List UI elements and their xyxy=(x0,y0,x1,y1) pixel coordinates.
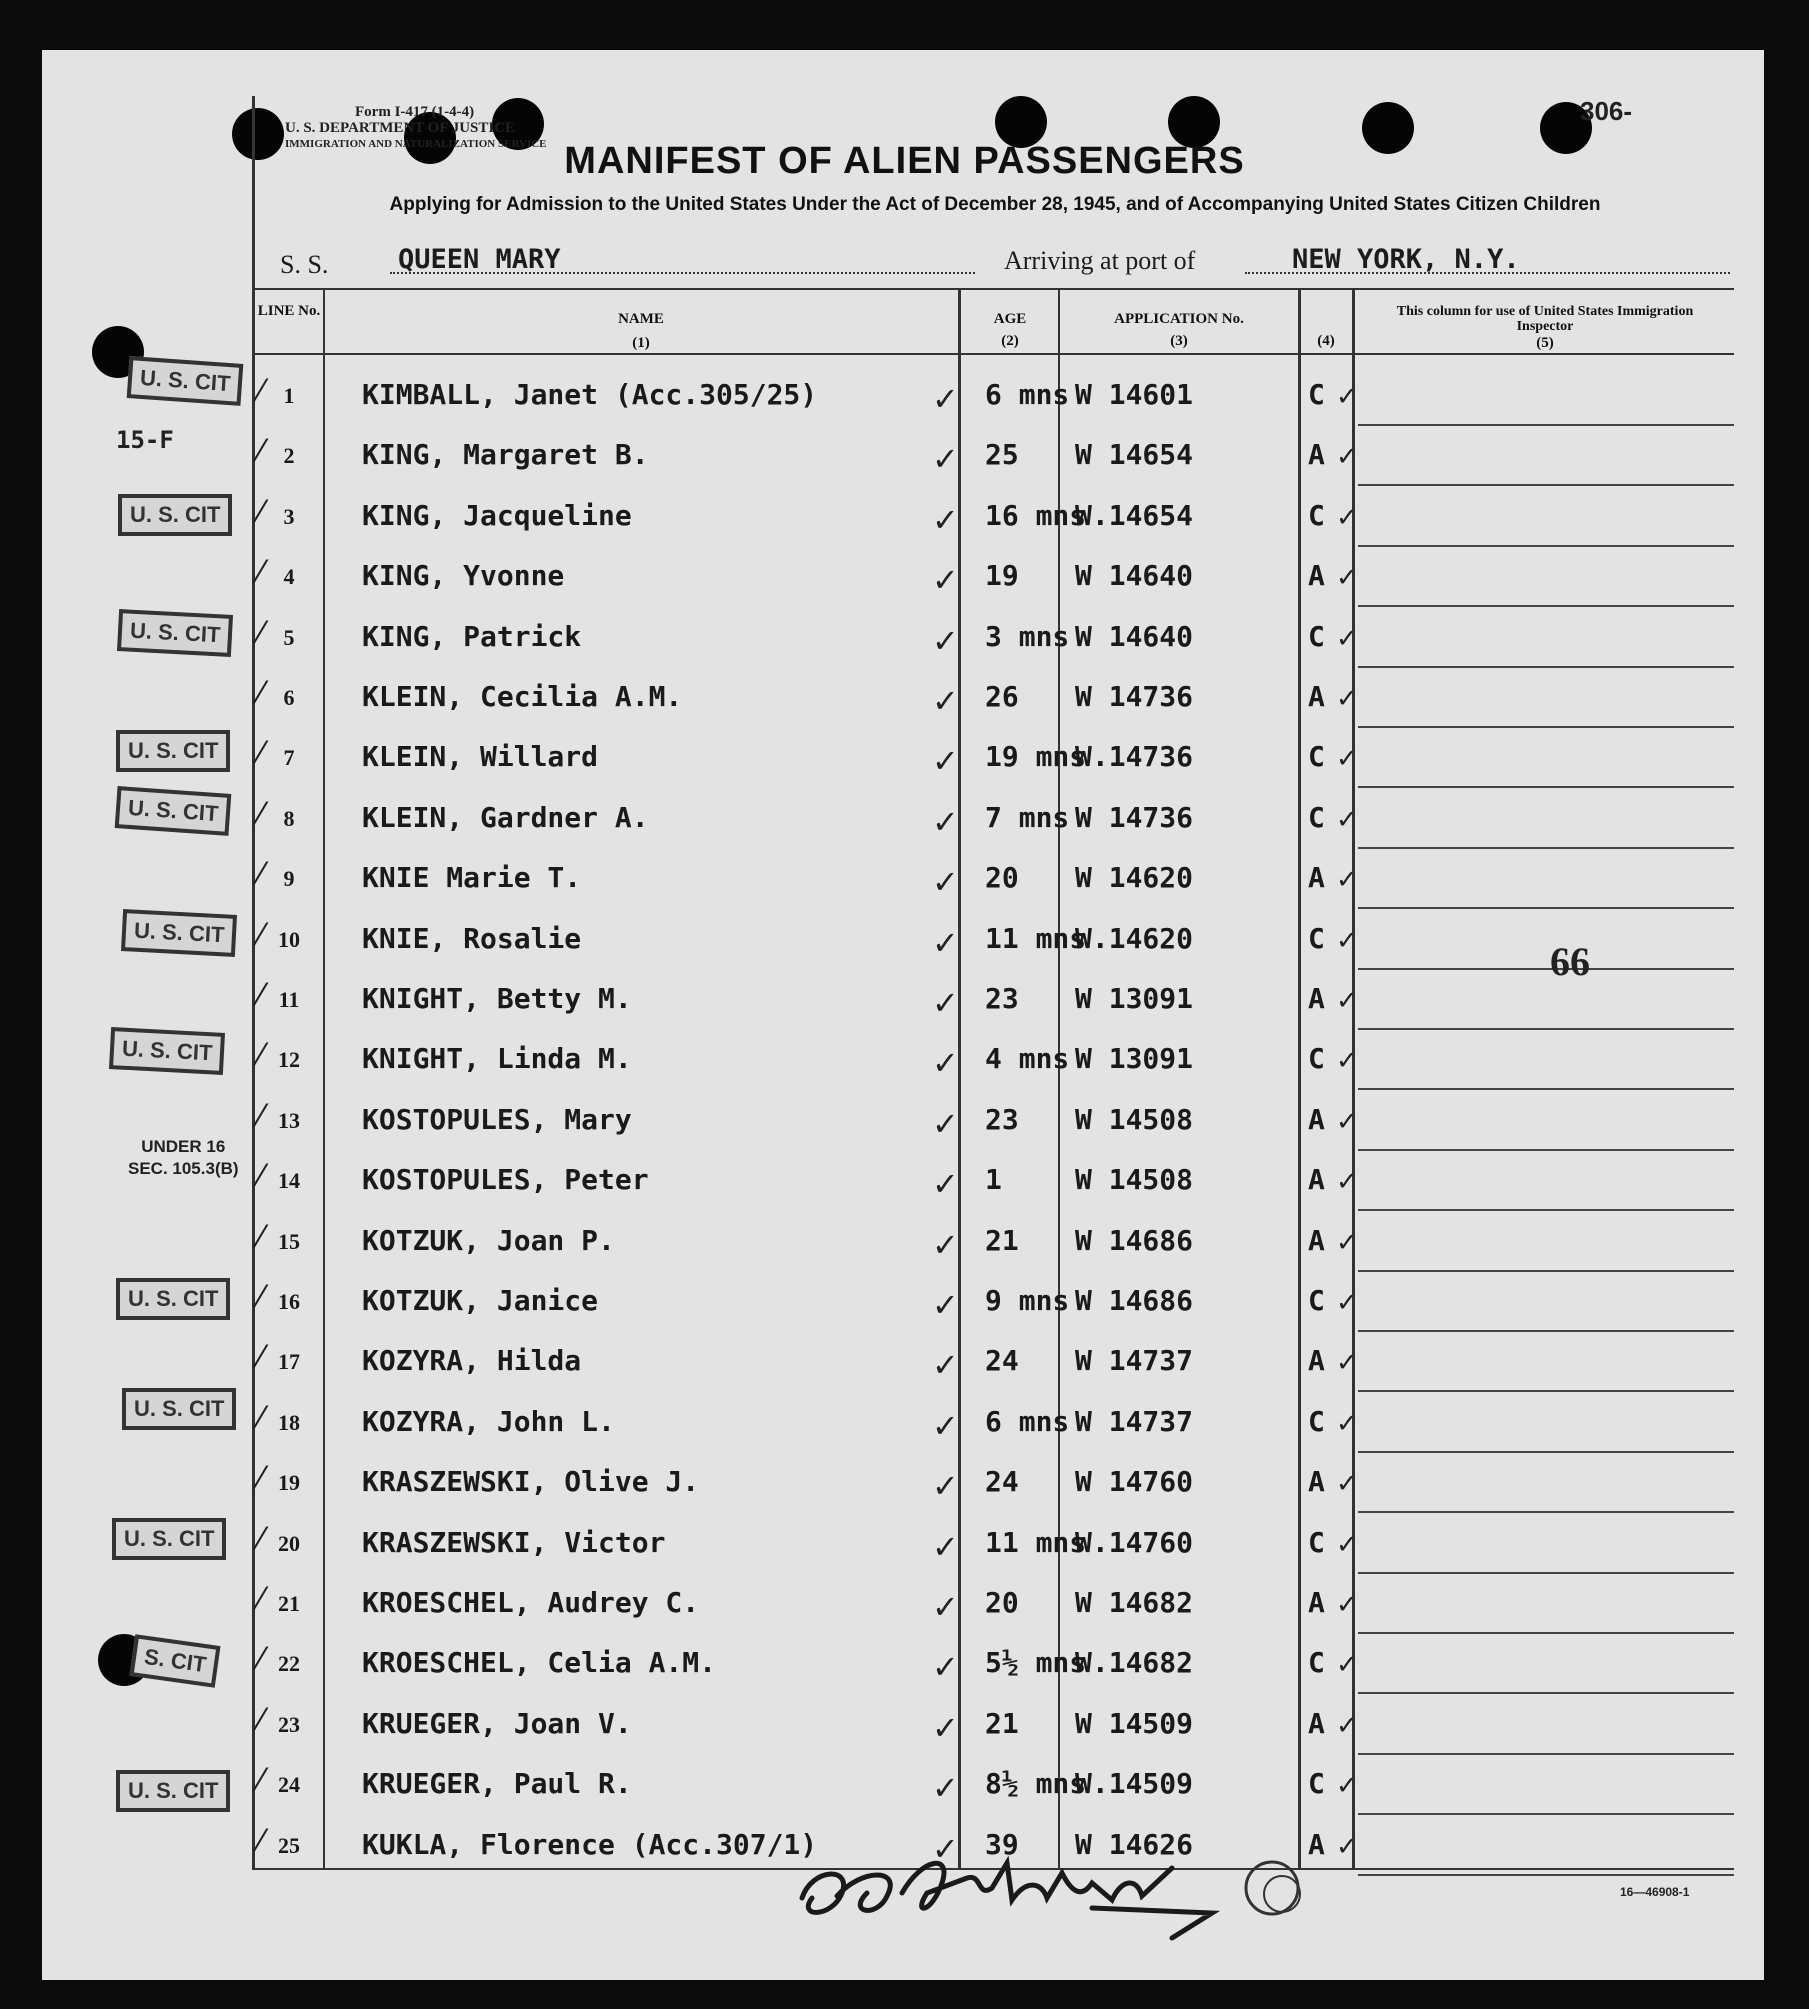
passenger-name: KNIGHT, Betty M. xyxy=(362,982,632,1015)
page-title: MANIFEST OF ALIEN PASSENGERS xyxy=(564,140,1245,182)
arrival-port: NEW YORK, N.Y. xyxy=(1292,244,1520,275)
passenger-class: A xyxy=(1308,982,1325,1015)
class-check-icon: ✓ xyxy=(1336,502,1358,533)
line-number: 13 xyxy=(278,1107,300,1133)
column-header-class-num: (4) xyxy=(1317,333,1335,349)
line-slash-icon: ⁄ xyxy=(258,434,264,470)
us-citizen-stamp: U. S. CIT xyxy=(118,494,232,536)
passenger-name: KNIE, Rosalie xyxy=(362,921,582,955)
passenger-name: KING, Jacqueline xyxy=(362,498,632,532)
us-citizen-stamp: U. S. CIT xyxy=(116,730,230,772)
application-number: W 13091 xyxy=(1075,1042,1194,1076)
table-row xyxy=(0,910,1809,970)
arrival-label: Arriving at port of xyxy=(1004,246,1196,275)
table-row xyxy=(0,1514,1809,1574)
passenger-class: A xyxy=(1308,1223,1325,1257)
vessel-name: QUEEN MARY xyxy=(398,244,561,275)
application-number: W.14736 xyxy=(1075,740,1194,774)
line-slash-icon: ⁄ xyxy=(258,1400,264,1436)
application-number: W 14620 xyxy=(1075,861,1194,895)
passenger-age: 19 mns xyxy=(985,740,1087,774)
passenger-class: C xyxy=(1308,378,1325,411)
passenger-class: A xyxy=(1308,438,1325,472)
line-number: 8 xyxy=(283,805,295,831)
application-number: W 14682 xyxy=(1075,1586,1194,1619)
passenger-name: KOTZUK, Janice xyxy=(362,1284,599,1317)
passenger-age: 39 xyxy=(985,1827,1019,1861)
line-number: 14 xyxy=(278,1168,300,1194)
passenger-age: 24 xyxy=(985,1465,1019,1499)
application-number: W 14760 xyxy=(1075,1465,1194,1499)
margin-note-15f: 15-F xyxy=(116,426,174,454)
passenger-class: A xyxy=(1308,1827,1325,1861)
age-check-icon: ✓ xyxy=(932,500,959,539)
passenger-class: A xyxy=(1308,1586,1325,1619)
us-citizen-stamp: U. S. CIT xyxy=(116,1770,230,1812)
line-number: 18 xyxy=(278,1409,300,1435)
line-slash-icon: ⁄ xyxy=(258,1038,264,1074)
line-number: 23 xyxy=(278,1711,300,1737)
application-number: W 14640 xyxy=(1075,619,1194,653)
passenger-name: KOSTOPULES, Peter xyxy=(362,1163,649,1197)
passenger-name: KLEIN, Willard xyxy=(362,740,599,774)
line-number: 25 xyxy=(278,1832,300,1858)
line-number: 19 xyxy=(278,1470,300,1496)
service-name: IMMIGRATION AND NATURALIZATION SERVICE xyxy=(285,138,547,150)
passenger-name: KRASZEWSKI, Victor xyxy=(362,1525,666,1559)
passenger-class: A xyxy=(1308,861,1325,895)
class-check-icon: ✓ xyxy=(1336,684,1358,714)
age-check-icon: ✓ xyxy=(932,1165,959,1204)
age-check-icon: ✓ xyxy=(932,440,959,479)
table-row xyxy=(0,1332,1809,1392)
application-number: W 14626 xyxy=(1075,1827,1194,1861)
age-check-icon: ✓ xyxy=(932,1467,959,1506)
line-number: 10 xyxy=(278,926,300,952)
application-number: W 14737 xyxy=(1075,1404,1194,1438)
table-row xyxy=(0,789,1809,849)
page-subtitle: Applying for Admission to the United States Under the Act of December 28, 1945, and of Accompanying United States Citizen Children xyxy=(389,194,1601,215)
table-row xyxy=(0,1030,1809,1090)
class-check-icon: ✓ xyxy=(1336,1831,1358,1862)
class-check-icon: ✓ xyxy=(1336,1529,1358,1560)
us-citizen-stamp: S. CIT xyxy=(129,1634,220,1688)
line-number: 12 xyxy=(278,1047,300,1073)
line-slash-icon: ⁄ xyxy=(258,1280,264,1315)
age-check-icon: ✓ xyxy=(932,561,959,600)
passenger-age: 23 xyxy=(985,1102,1019,1136)
class-check-icon: ✓ xyxy=(1336,1348,1358,1379)
passenger-class: C xyxy=(1308,1404,1325,1438)
line-slash-icon: ⁄ xyxy=(258,1461,264,1497)
age-check-icon: ✓ xyxy=(932,1769,959,1808)
passenger-class: C xyxy=(1308,1042,1325,1076)
us-citizen-stamp: U. S. CIT xyxy=(116,1278,230,1320)
class-check-icon: ✓ xyxy=(1336,563,1358,594)
column-header-line: LINE No. xyxy=(257,303,321,319)
passenger-age: 24 xyxy=(985,1344,1019,1378)
table-row xyxy=(0,1393,1809,1453)
passenger-age: 21 xyxy=(985,1706,1019,1740)
age-check-icon: ✓ xyxy=(932,1829,959,1868)
line-number: 4 xyxy=(283,564,295,590)
passenger-age: 19 xyxy=(985,559,1019,593)
passenger-name: KING, Yvonne xyxy=(362,559,565,593)
table-row xyxy=(0,1151,1809,1211)
age-check-icon: ✓ xyxy=(932,380,959,418)
class-check-icon: ✓ xyxy=(1336,623,1358,654)
table-row xyxy=(0,1755,1809,1815)
class-check-icon: ✓ xyxy=(1336,1408,1358,1439)
us-citizen-stamp: U. S. CIT xyxy=(121,909,237,957)
table-row xyxy=(0,728,1809,788)
passenger-class: C xyxy=(1308,498,1325,532)
line-slash-icon: ⁄ xyxy=(258,1763,264,1799)
passenger-class: C xyxy=(1308,1525,1325,1559)
line-number: 6 xyxy=(283,685,295,710)
line-number: 9 xyxy=(283,866,295,892)
table-top-rule xyxy=(252,288,1734,290)
line-slash-icon: ⁄ xyxy=(258,555,264,591)
passenger-age: 1 xyxy=(985,1163,1002,1197)
class-check-icon: ✓ xyxy=(1336,1710,1358,1741)
application-number: W 14508 xyxy=(1075,1163,1194,1197)
class-check-icon: ✓ xyxy=(1336,804,1358,835)
line-number: 3 xyxy=(283,503,295,529)
form-number: Form I-417 (1-4-4) xyxy=(355,104,475,120)
age-check-icon: ✓ xyxy=(932,923,959,962)
table-row xyxy=(0,668,1809,728)
line-slash-icon: ⁄ xyxy=(258,857,264,893)
line-slash-icon: ⁄ xyxy=(258,1582,264,1617)
class-check-icon: ✓ xyxy=(1336,1590,1358,1620)
port-dotted-line xyxy=(1245,272,1730,274)
age-check-icon: ✓ xyxy=(932,802,959,841)
application-number: W 14686 xyxy=(1075,1223,1194,1257)
application-number: W 14654 xyxy=(1075,438,1194,472)
passenger-age: 26 xyxy=(985,680,1019,713)
line-number: 24 xyxy=(278,1772,300,1798)
class-check-icon: ✓ xyxy=(1336,986,1358,1016)
passenger-class: A xyxy=(1308,1465,1325,1499)
line-slash-icon: ⁄ xyxy=(258,374,264,409)
inspector-rule xyxy=(1358,1874,1734,1876)
column-header-app: APPLICATION No. xyxy=(1114,311,1244,327)
class-check-icon: ✓ xyxy=(1336,1106,1358,1137)
age-check-icon: ✓ xyxy=(932,1225,959,1264)
passenger-age: 3 mns xyxy=(985,619,1070,653)
line-slash-icon: ⁄ xyxy=(258,494,264,530)
table-row xyxy=(0,1272,1809,1332)
passenger-class: C xyxy=(1308,1767,1325,1801)
us-citizen-stamp: U. S. CIT xyxy=(122,1388,236,1430)
table-row xyxy=(0,1695,1809,1755)
column-header-name: NAME xyxy=(618,311,664,327)
age-check-icon: ✓ xyxy=(932,742,959,781)
line-slash-icon: ⁄ xyxy=(258,978,264,1013)
age-check-icon: ✓ xyxy=(932,1104,959,1143)
table-row xyxy=(0,366,1809,426)
age-check-icon: ✓ xyxy=(932,1588,959,1626)
application-number: W 13091 xyxy=(1075,982,1194,1015)
column-header-inspector: This column for use of United States Immigration Inspector xyxy=(1396,304,1694,334)
class-check-icon: ✓ xyxy=(1336,1469,1358,1500)
passenger-age: 11 mns xyxy=(985,921,1087,955)
column-header-name-num: (1) xyxy=(632,335,650,351)
passenger-class: A xyxy=(1308,680,1325,713)
age-check-icon: ✓ xyxy=(932,1708,959,1747)
line-slash-icon: ⁄ xyxy=(258,1642,264,1678)
line-number: 5 xyxy=(283,624,295,650)
age-check-icon: ✓ xyxy=(932,621,959,660)
passenger-name: KING, Margaret B. xyxy=(362,438,649,472)
passenger-name: KOZYRA, Hilda xyxy=(362,1344,582,1378)
line-number: 17 xyxy=(278,1349,300,1375)
application-number: W.14620 xyxy=(1075,921,1194,955)
passenger-class: A xyxy=(1308,1344,1325,1378)
line-number: 7 xyxy=(283,745,295,771)
passenger-name: KLEIN, Gardner A. xyxy=(362,800,649,834)
age-check-icon: ✓ xyxy=(932,1406,959,1445)
passenger-age: 5½ mns xyxy=(985,1646,1087,1680)
application-number: W 14736 xyxy=(1075,800,1194,834)
passenger-class: A xyxy=(1308,1102,1325,1136)
table-row xyxy=(0,1634,1809,1694)
age-check-icon: ✓ xyxy=(932,1527,959,1566)
passenger-age: 23 xyxy=(985,982,1019,1015)
line-slash-icon: ⁄ xyxy=(258,1521,264,1557)
passenger-class: C xyxy=(1308,1284,1325,1317)
column-header-age-num: (2) xyxy=(1001,333,1019,349)
footer-code: 16—46908-1 xyxy=(1620,1885,1690,1899)
passenger-name: KOZYRA, John L. xyxy=(362,1404,615,1438)
application-number: W 14601 xyxy=(1075,378,1194,411)
application-number: W.14760 xyxy=(1075,1525,1194,1559)
department-name: U. S. DEPARTMENT OF JUSTICE xyxy=(285,120,516,136)
passenger-age: 6 mns xyxy=(985,378,1070,411)
passenger-age: 8½ mns xyxy=(985,1767,1087,1801)
table-row xyxy=(0,608,1809,668)
passenger-name: KROESCHEL, Audrey C. xyxy=(362,1586,700,1619)
class-check-icon: ✓ xyxy=(1336,1771,1358,1802)
application-number: W 14737 xyxy=(1075,1344,1194,1378)
passenger-age: 16 mns xyxy=(985,498,1087,532)
table-row xyxy=(0,487,1809,547)
margin-note-under16: UNDER 16 SEC. 105.3(B) xyxy=(128,1137,239,1178)
passenger-age: 6 mns xyxy=(985,1404,1070,1438)
application-number: W 14508 xyxy=(1075,1102,1194,1136)
age-check-icon: ✓ xyxy=(932,1648,959,1687)
age-check-icon: ✓ xyxy=(932,984,959,1022)
passenger-age: 25 xyxy=(985,438,1019,472)
inspector-count: 66 xyxy=(1550,939,1590,984)
passenger-name: KING, Patrick xyxy=(362,619,582,653)
table-row xyxy=(0,849,1809,909)
passenger-class: C xyxy=(1308,1646,1325,1680)
vessel-dotted-line xyxy=(390,272,975,274)
passenger-name: KIMBALL, Janet (Acc.305/25) xyxy=(362,378,818,411)
line-number: 15 xyxy=(278,1228,300,1254)
application-number: W 14736 xyxy=(1075,680,1194,713)
line-number: 1 xyxy=(283,383,295,408)
application-number: W 14686 xyxy=(1075,1284,1194,1317)
class-check-icon: ✓ xyxy=(1336,1227,1358,1258)
application-number: W 14509 xyxy=(1075,1706,1194,1740)
passenger-age: 4 mns xyxy=(985,1042,1070,1076)
line-number: 21 xyxy=(278,1591,300,1616)
passenger-name: KNIE Marie T. xyxy=(362,861,582,895)
line-slash-icon: ⁄ xyxy=(258,1823,264,1859)
application-number: W.14509 xyxy=(1075,1767,1194,1801)
class-check-icon: ✓ xyxy=(1336,744,1358,775)
line-number: 11 xyxy=(278,987,300,1012)
line-slash-icon: ⁄ xyxy=(258,1159,264,1195)
page-number: 306- xyxy=(1580,96,1633,126)
application-number: W 14640 xyxy=(1075,559,1194,593)
class-check-icon: ✓ xyxy=(1336,865,1358,896)
class-check-icon: ✓ xyxy=(1336,1046,1358,1077)
line-number: 22 xyxy=(278,1651,300,1677)
passenger-age: 20 xyxy=(985,1586,1019,1619)
age-check-icon: ✓ xyxy=(932,1044,959,1083)
passenger-class: C xyxy=(1308,800,1325,834)
age-check-icon: ✓ xyxy=(932,682,959,720)
us-citizen-stamp: U. S. CIT xyxy=(127,356,244,406)
passenger-age: 21 xyxy=(985,1223,1019,1257)
table-row xyxy=(0,547,1809,607)
table-row xyxy=(0,426,1809,486)
passenger-name: KRUEGER, Joan V. xyxy=(362,1706,632,1740)
class-check-icon: ✓ xyxy=(1336,1167,1358,1198)
passenger-age: 20 xyxy=(985,861,1019,895)
line-number: 20 xyxy=(278,1530,300,1556)
line-slash-icon: ⁄ xyxy=(258,736,264,772)
passenger-class: A xyxy=(1308,1706,1325,1740)
class-check-icon: ✓ xyxy=(1336,1650,1358,1681)
passenger-class: A xyxy=(1308,559,1325,593)
line-slash-icon: ⁄ xyxy=(258,1340,264,1376)
class-check-icon: ✓ xyxy=(1336,925,1358,956)
column-header-inspector-num: (5) xyxy=(1536,335,1554,351)
line-slash-icon: ⁄ xyxy=(258,1702,264,1738)
passenger-class: C xyxy=(1308,619,1325,653)
passenger-name: KUKLA, Florence (Acc.307/1) xyxy=(362,1827,818,1861)
passenger-name: KROESCHEL, Celia A.M. xyxy=(362,1646,717,1680)
line-slash-icon: ⁄ xyxy=(258,615,264,651)
age-check-icon: ✓ xyxy=(932,863,959,902)
table-row xyxy=(0,1091,1809,1151)
passenger-name: KRASZEWSKI, Olive J. xyxy=(362,1465,700,1499)
passenger-class: A xyxy=(1308,1163,1325,1197)
age-check-icon: ✓ xyxy=(932,1346,959,1385)
line-slash-icon: ⁄ xyxy=(258,676,264,711)
passenger-name: KLEIN, Cecilia A.M. xyxy=(362,680,683,713)
us-citizen-stamp: U. S. CIT xyxy=(112,1518,226,1560)
line-slash-icon: ⁄ xyxy=(258,1098,264,1134)
passenger-name: KRUEGER, Paul R. xyxy=(362,1767,632,1801)
passenger-age: 9 mns xyxy=(985,1284,1070,1317)
line-number: 16 xyxy=(278,1289,300,1314)
passenger-class: C xyxy=(1308,740,1325,774)
header-bottom-rule xyxy=(252,353,1734,355)
vessel-label: S. S. xyxy=(280,250,329,279)
table-row xyxy=(0,1212,1809,1272)
column-header-age: AGE xyxy=(993,311,1027,327)
passenger-name: KNIGHT, Linda M. xyxy=(362,1042,632,1076)
table-row xyxy=(0,970,1809,1030)
line-slash-icon: ⁄ xyxy=(258,917,264,953)
passenger-name: KOTZUK, Joan P. xyxy=(362,1223,615,1257)
passenger-name: KOSTOPULES, Mary xyxy=(362,1102,632,1136)
us-citizen-stamp: U. S. CIT xyxy=(109,1027,225,1075)
age-check-icon: ✓ xyxy=(932,1286,959,1324)
us-citizen-stamp: U. S. CIT xyxy=(115,786,232,836)
line-number: 2 xyxy=(283,443,295,469)
inspector-signature xyxy=(792,1838,1352,1948)
table-row xyxy=(0,1453,1809,1513)
class-check-icon: ✓ xyxy=(1336,382,1358,412)
application-number: W.14654 xyxy=(1075,498,1194,532)
column-header-app-num: (3) xyxy=(1170,333,1188,349)
passenger-age: 11 mns xyxy=(985,1525,1087,1559)
table-row xyxy=(0,1574,1809,1634)
line-slash-icon: ⁄ xyxy=(258,1219,264,1255)
class-check-icon: ✓ xyxy=(1336,1288,1358,1318)
passenger-class: C xyxy=(1308,921,1325,955)
line-slash-icon: ⁄ xyxy=(258,796,264,832)
us-citizen-stamp: U. S. CIT xyxy=(117,609,233,657)
application-number: W.14682 xyxy=(1075,1646,1194,1680)
passenger-age: 7 mns xyxy=(985,800,1070,834)
class-check-icon: ✓ xyxy=(1336,442,1358,473)
